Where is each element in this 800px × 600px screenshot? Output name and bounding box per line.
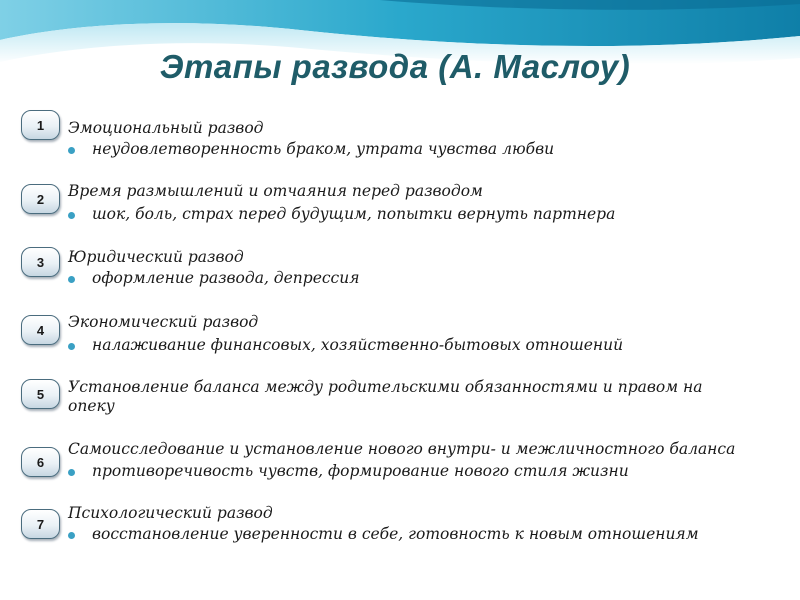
stage-number-badge: 3: [21, 247, 60, 277]
bullet-dot-icon: [68, 343, 75, 350]
stage-description: шок, боль, страх перед будущим, попытки вернуть партнера: [92, 205, 616, 223]
page-title: Этапы развода (А. Маслоу): [159, 48, 631, 85]
stage-bullet: [68, 336, 768, 356]
stage-bullet: [68, 205, 768, 225]
bullet-dot-icon: [68, 469, 75, 476]
stage-description: налаживание финансовых, хозяйственно-бытовых отношений: [92, 336, 624, 354]
bullet-dot-icon: [68, 147, 75, 154]
stage-number-badge: 1: [21, 110, 60, 140]
stage-heading: Психологический развод: [68, 504, 273, 522]
stage-number-badge: 7: [21, 509, 60, 539]
stage-description: оформление развода, депрессия: [92, 269, 360, 287]
stage-bullet: [68, 140, 768, 160]
stage-bullet: [68, 462, 768, 482]
stage-number-badge: 2: [21, 184, 60, 214]
stage-description: восстановление уверенности в себе, готовность к новым отношениям: [92, 525, 699, 543]
stage-number-badge: 4: [21, 315, 60, 345]
stage-description: неудовлетворенность браком, утрата чувства любви: [92, 140, 555, 158]
bullet-dot-icon: [68, 532, 75, 539]
stage-description: противоречивость чувств, формирование нового стиля жизни: [92, 462, 629, 480]
stage-heading: Самоисследование и установление нового внутри- и межличностного баланса: [68, 440, 736, 458]
stage-heading: Установление баланса между родительскими обязанностями и правом на опеку: [68, 378, 703, 415]
stage-heading: Экономический развод: [68, 313, 259, 331]
stage-heading: Юридический развод: [68, 248, 244, 266]
stage-number-badge: 5: [21, 379, 60, 409]
bullet-dot-icon: [68, 276, 75, 283]
stage-bullet: [68, 269, 768, 289]
bullet-dot-icon: [68, 212, 75, 219]
stage-number-badge: 6: [21, 447, 60, 477]
stage-bullet: [68, 525, 768, 545]
stage-heading: Эмоциональный развод: [68, 119, 264, 137]
stage-heading: Время размышлений и отчаяния перед разводом: [68, 182, 483, 200]
